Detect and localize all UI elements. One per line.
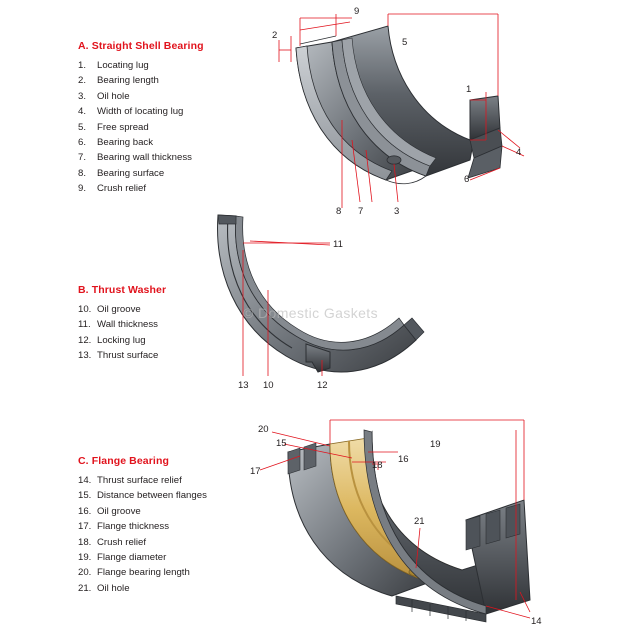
legend-item-label: Oil groove <box>97 505 141 517</box>
legend-item-number: 20. <box>78 567 92 579</box>
legend-item <box>78 550 207 565</box>
legend-item <box>78 181 204 196</box>
legend-item <box>78 150 204 165</box>
legend-item <box>78 488 207 503</box>
legend-item <box>78 166 204 181</box>
legend-item <box>78 348 166 363</box>
legend-item <box>78 89 204 104</box>
legend-item-number: 13. <box>78 350 92 362</box>
svg-text:13: 13 <box>238 380 249 391</box>
legend-item-label: Flange thickness <box>97 521 169 533</box>
legend-thrust-washer <box>78 284 166 364</box>
svg-text:12: 12 <box>317 380 328 391</box>
legend-item <box>78 565 207 580</box>
thrust-washer-art <box>218 215 424 372</box>
legend-item <box>78 73 204 88</box>
legend-item <box>78 333 166 348</box>
legend-item <box>78 581 207 596</box>
legend-item <box>78 504 207 519</box>
legend-item <box>78 519 207 534</box>
svg-text:4: 4 <box>516 147 522 158</box>
legend-straight-shell-bearing <box>78 40 204 197</box>
legend-item-label: Wall thickness <box>97 319 158 331</box>
svg-text:5: 5 <box>402 37 408 48</box>
legend-item-label: Bearing back <box>97 137 153 149</box>
svg-text:8: 8 <box>336 206 342 217</box>
svg-text:20: 20 <box>258 424 269 435</box>
legend-item-number: 9. <box>78 183 87 195</box>
svg-text:11: 11 <box>333 239 343 250</box>
flange-bearing-art <box>288 430 530 622</box>
legend-item-label: Width of locating lug <box>97 106 184 118</box>
legend-item <box>78 473 207 488</box>
svg-text:2: 2 <box>272 30 278 41</box>
legend-b-title: B. Thrust Washer <box>78 284 167 296</box>
legend-item-label: Bearing length <box>97 75 159 87</box>
svg-text:6: 6 <box>464 174 470 185</box>
legend-c-title: C. Flange Bearing <box>78 455 169 467</box>
legend-item-number: 21. <box>78 582 92 594</box>
legend-item <box>78 120 204 135</box>
legend-item-number: 7. <box>78 152 87 164</box>
legend-item-number: 10. <box>78 304 92 315</box>
legend-item-number: 19. <box>78 552 92 564</box>
legend-item-label: Crush relief <box>97 536 147 548</box>
svg-text:1: 1 <box>466 84 472 95</box>
legend-item-label: Flange diameter <box>97 552 167 564</box>
svg-text:7: 7 <box>358 206 364 217</box>
legend-item-label: Locating lug <box>97 60 149 71</box>
legend-item-number: 3. <box>78 90 87 102</box>
legend-item <box>78 302 166 317</box>
legend-item-label: Thrust surface relief <box>97 475 182 486</box>
svg-text:15: 15 <box>276 438 287 449</box>
legend-item-number: 8. <box>78 167 87 179</box>
legend-item-number: 12. <box>78 334 92 346</box>
legend-item-label: Free spread <box>97 121 149 133</box>
legend-item-number: 1. <box>78 60 87 71</box>
svg-text:18: 18 <box>372 460 383 471</box>
legend-flange-bearing <box>78 455 207 596</box>
legend-item-label: Oil hole <box>97 582 130 594</box>
legend-item-label: Locking lug <box>97 334 146 346</box>
legend-item-number: 4. <box>78 106 87 118</box>
legend-item <box>78 104 204 119</box>
legend-item-number: 16. <box>78 505 92 517</box>
legend-item-label: Thrust surface <box>97 350 159 362</box>
svg-text:19: 19 <box>430 439 441 450</box>
legend-item-number: 15. <box>78 490 92 502</box>
svg-text:3: 3 <box>394 206 400 217</box>
legend-item-label: Oil hole <box>97 90 130 102</box>
svg-text:9: 9 <box>354 6 360 17</box>
legend-item-label: Distance between flanges <box>97 490 207 502</box>
svg-text:10: 10 <box>263 380 274 391</box>
legend-item-label: Flange bearing length <box>97 567 190 579</box>
legend-item-label: Bearing wall thickness <box>97 152 192 164</box>
svg-text:21: 21 <box>414 516 425 527</box>
svg-text:16: 16 <box>398 454 409 465</box>
legend-item <box>78 58 204 73</box>
legend-a-title: A. Straight Shell Bearing <box>78 40 204 52</box>
svg-text:17: 17 <box>250 466 261 477</box>
legend-item-number: 5. <box>78 121 87 133</box>
svg-text:14: 14 <box>531 616 542 627</box>
watermark: © Domestic Gaskets <box>243 305 378 321</box>
legend-item-number: 18. <box>78 536 92 548</box>
legend-item-label: Oil groove <box>97 304 141 315</box>
legend-item-number: 2. <box>78 75 87 87</box>
legend-item-number: 11. <box>78 319 91 331</box>
legend-item-number: 17. <box>78 521 92 533</box>
legend-item-number: 6. <box>78 137 87 149</box>
legend-item <box>78 135 204 150</box>
legend-item <box>78 535 207 550</box>
legend-item-label: Bearing surface <box>97 167 165 179</box>
legend-item <box>78 317 166 332</box>
straight-shell-bearing-art <box>296 26 502 184</box>
legend-item-number: 14. <box>78 475 92 486</box>
legend-item-label: Crush relief <box>97 183 147 195</box>
